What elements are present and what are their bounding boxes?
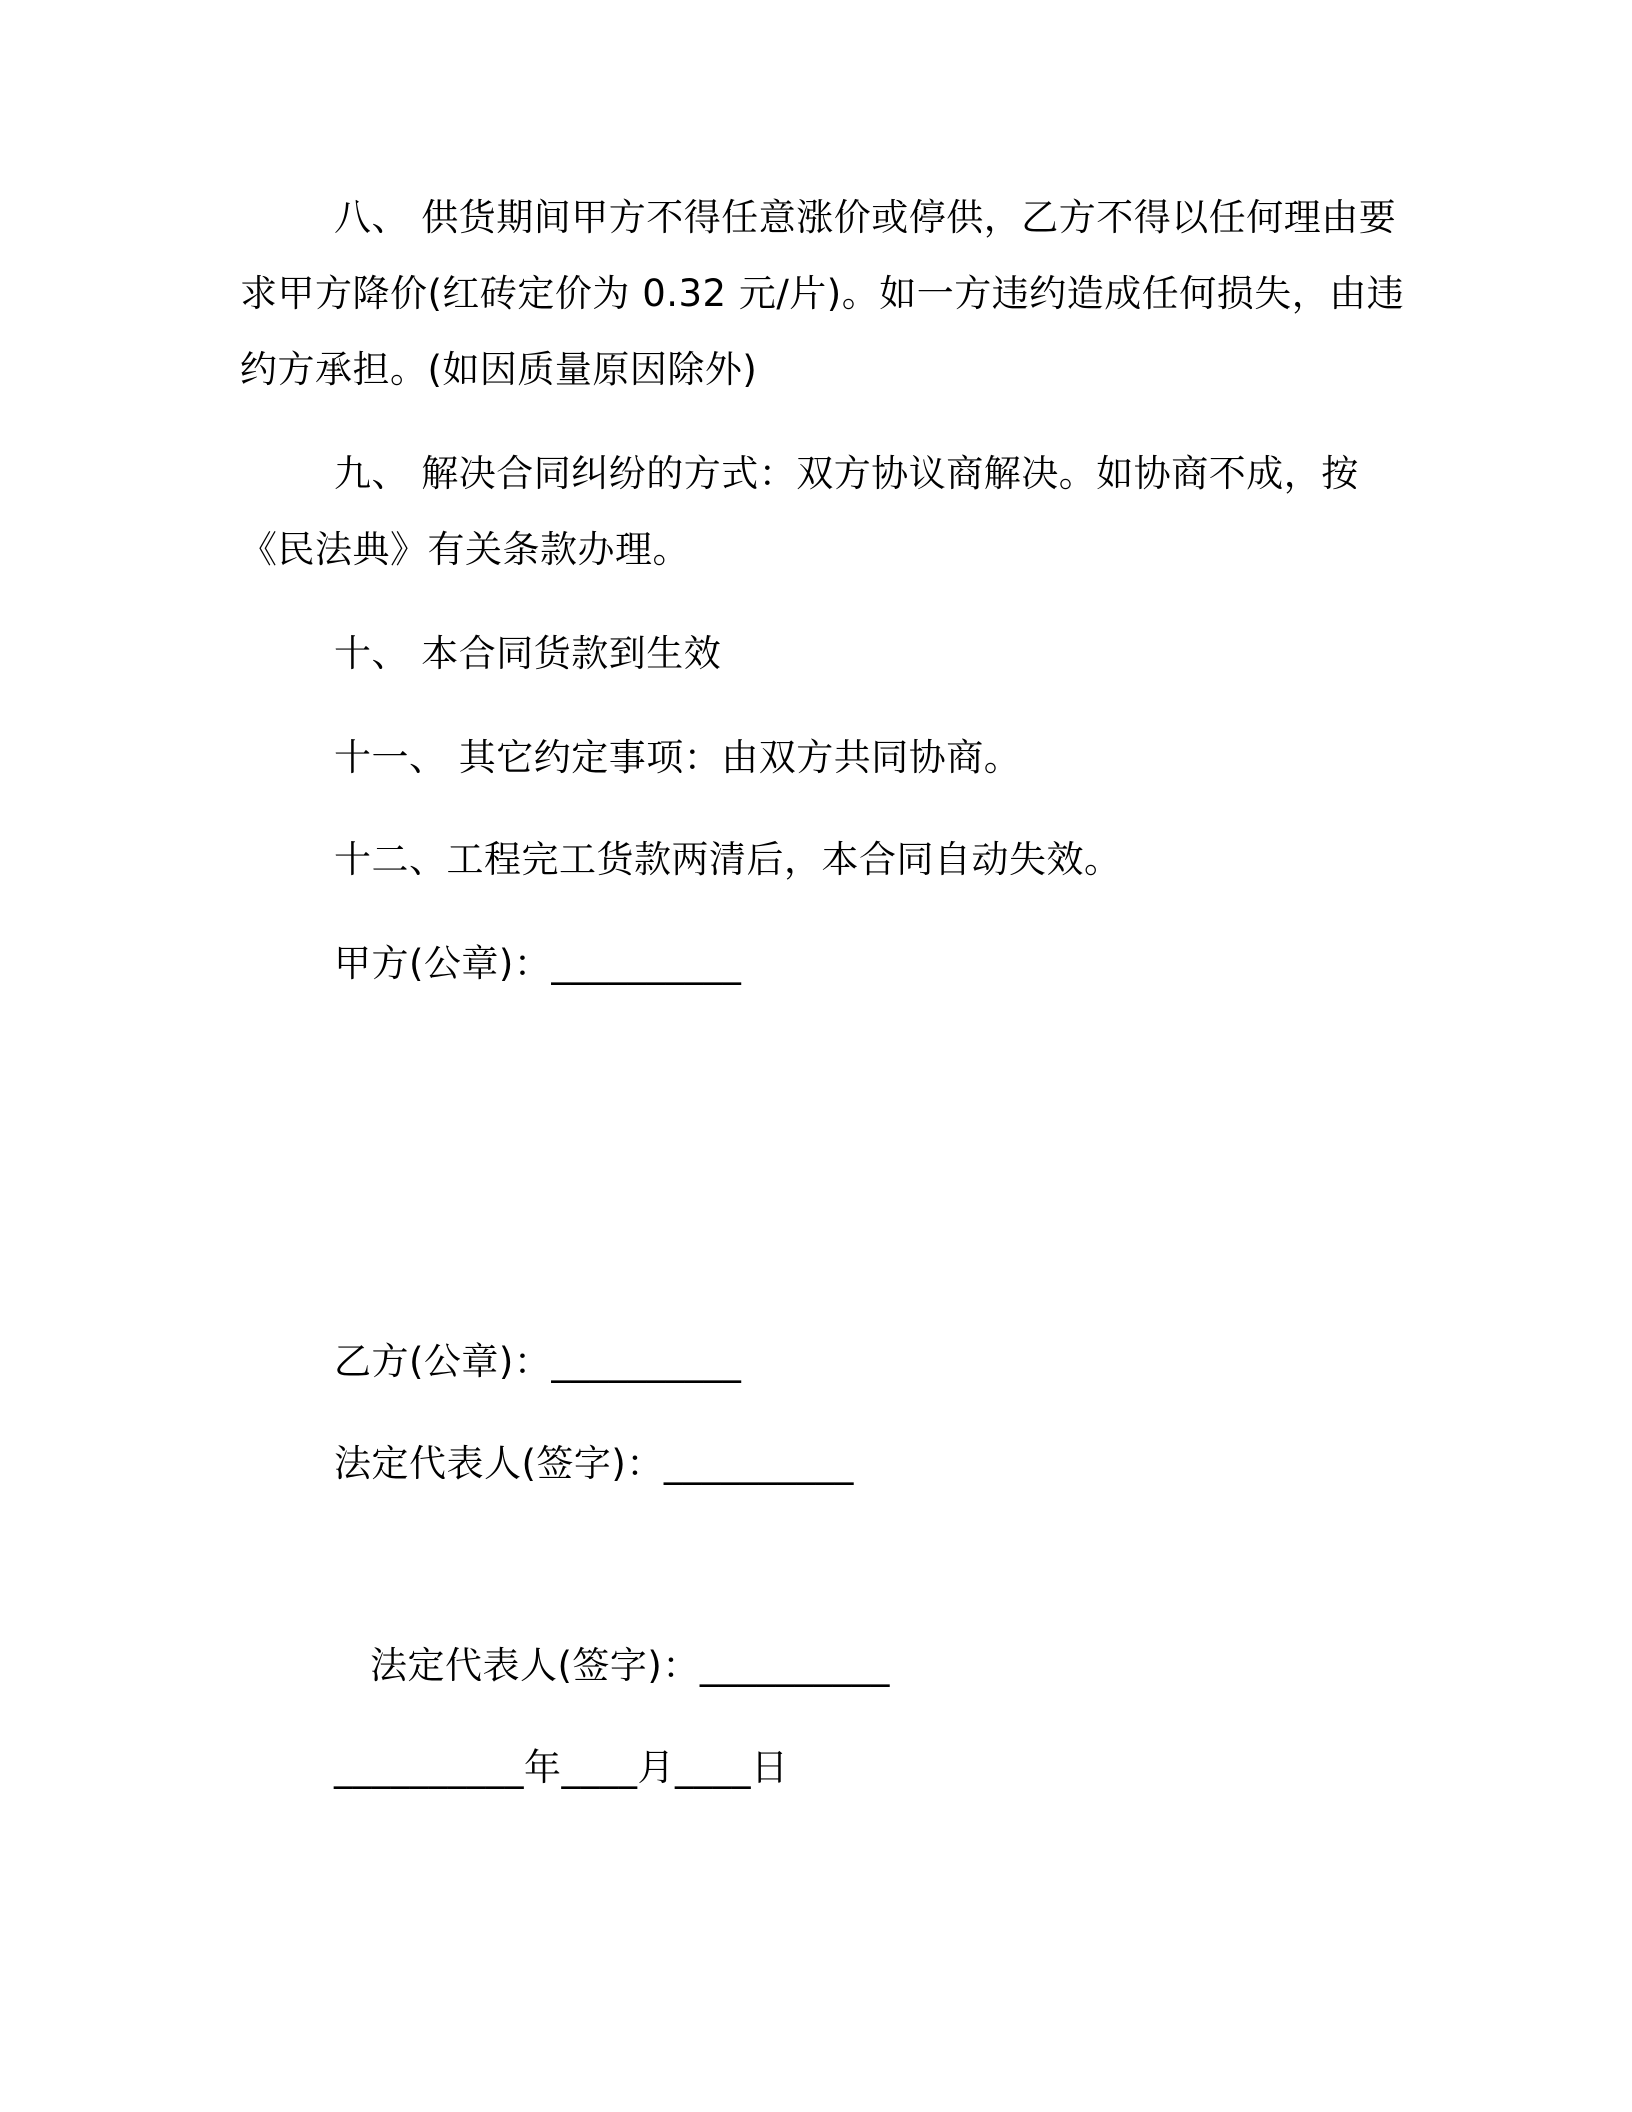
legal-representative-signature-2: 法定代表人(签字)：__________ [370,1644,890,1687]
party-b-seal: 乙方(公章)：__________ [334,1340,742,1383]
legal-representative-signature-1: 法定代表人(签字)：__________ [334,1442,854,1485]
clause-9-line-1: 九、 解决合同纠纷的方式：双方协议商解决。如协商不成，按 [334,452,1359,495]
clause-12: 十二、工程完工货款两清后，本合同自动失效。 [334,838,1122,881]
clause-9-line-2: 《民法典》有关条款办理。 [240,528,690,571]
date-line: __________年____月____日 [334,1746,789,1789]
clause-8-line-3: 约方承担。(如因质量原因除外) [240,348,758,391]
clause-8-line-2: 求甲方降价(红砖定价为 0.32 元/片)。如一方违约造成任何损失，由违 [240,272,1405,315]
clause-8-line-1: 八、 供货期间甲方不得任意涨价或停供，乙方不得以任何理由要 [334,196,1397,239]
clause-11: 十一、 其它约定事项：由双方共同协商。 [334,736,1022,779]
party-a-seal: 甲方(公章)：__________ [334,942,742,985]
clause-10: 十、 本合同货款到生效 [334,632,722,675]
